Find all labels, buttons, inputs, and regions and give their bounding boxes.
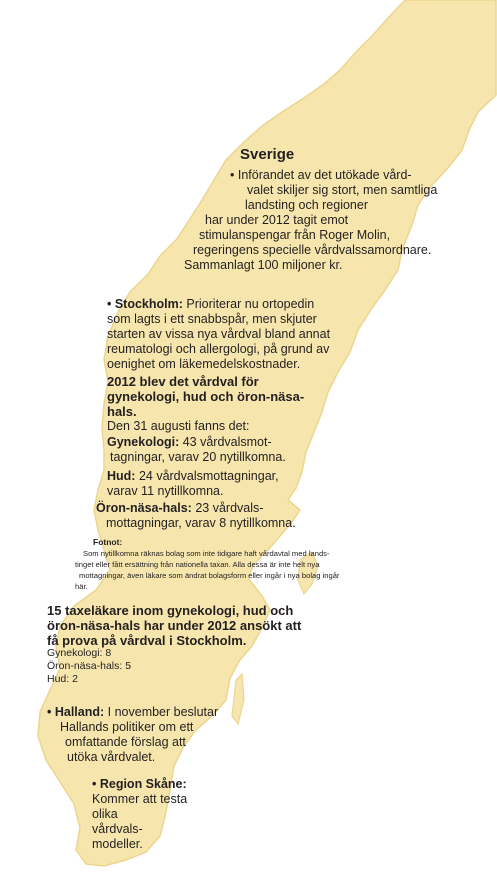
stat-line: varav 11 nytillkomna. [107, 484, 224, 498]
page-title: Sverige [240, 146, 295, 163]
onh-stat [96, 501, 296, 531]
footnote-line: tinget eller fått ersättning från nationella taxan. Alla dessa är inte helt nya [75, 560, 320, 569]
skane-line: Kommer att testa [92, 792, 188, 806]
stockholm-line: starten av vissa nya vårdval bland annat [107, 327, 331, 341]
taxe-line: få prova på vårdval i Stockholm. [47, 633, 247, 648]
gynekologi-stat [107, 435, 286, 465]
skane-section [92, 777, 212, 852]
highlight-line: gynekologi, hud och öron-näsa- [107, 389, 305, 404]
footnote-line: här. [75, 582, 88, 591]
stockholm-section [107, 297, 347, 372]
stockholm-highlight [107, 374, 304, 419]
stat-label: Hud: [107, 469, 136, 483]
stat-line: tagningar, varav 20 nytillkomna. [110, 450, 286, 464]
intro-text [168, 168, 438, 273]
stat-line: mottagningar, varav 8 nytillkomna. [106, 516, 296, 530]
stockholm-line [107, 297, 347, 312]
intro-line: regeringens specielle vårdvalssamordnare. [193, 243, 432, 257]
taxe-item: Hud: 2 [47, 673, 78, 685]
skane-heading: • Region Skåne: [92, 777, 187, 791]
taxe-line: öron-näsa-hals har under 2012 ansökt att [47, 618, 302, 633]
intro-line: valet skiljer sig stort, men samtliga [247, 183, 438, 197]
footnote-heading: Fotnot: [93, 537, 123, 547]
skane-line: modeller. [92, 837, 143, 851]
intro-line: • Införandet av det utökade vård- [230, 168, 412, 182]
stat-line [96, 501, 296, 516]
stat-value: 24 vårdvalsmottagningar, [135, 469, 279, 483]
stat-label: Gynekologi: [107, 435, 180, 449]
stat-value: 43 vårdvalsmot- [179, 435, 272, 449]
intro-line: stimulanspengar från Roger Molin, [199, 228, 391, 242]
skane-line: olika [92, 807, 118, 821]
footnote-line: mottagningar, även läkare som ändrat bolagsform eller ingår i nya bolag ingår [79, 571, 340, 580]
halland-line: omfattande förslag att [65, 735, 186, 749]
halland-line: utöka vårdvalet. [67, 750, 156, 764]
stat-label: Öron-näsa-hals: [96, 501, 192, 515]
skane-line: vårdvals- [92, 822, 143, 836]
highlight-line: hals. [107, 404, 137, 419]
stats-date: Den 31 augusti fanns det: [107, 419, 250, 433]
halland-line [47, 705, 247, 720]
intro-line: landsting och regioner [245, 198, 368, 212]
hud-stat [107, 469, 279, 499]
taxe-item: Öron-näsa-hals: 5 [47, 660, 132, 672]
halland-section [47, 705, 247, 765]
intro-line: har under 2012 tagit emot [205, 213, 349, 227]
taxe-list [47, 647, 131, 686]
intro-line: Sammanlagt 100 miljoner kr. [184, 258, 343, 272]
stockholm-text: Prioriterar nu ortopedin [182, 297, 315, 311]
stockholm-line: som lagts i ett snabbspår, men skjuter [107, 312, 317, 326]
halland-text: I november beslutar [104, 705, 219, 719]
halland-heading: • Halland: [47, 705, 105, 719]
stat-line [107, 435, 286, 450]
stockholm-line: reumatologi och allergologi, på grund av [107, 342, 330, 356]
stat-line [107, 469, 279, 484]
stockholm-heading: • Stockholm: [107, 297, 183, 311]
halland-line: Hallands politiker om ett [60, 720, 194, 734]
taxe-item: Gynekologi: 8 [47, 647, 112, 659]
stockholm-line: oenighet om läkemedelskostnader. [107, 357, 301, 371]
stat-value: 23 vårdvals- [191, 501, 264, 515]
footnote-text [75, 548, 375, 592]
taxe-heading [47, 603, 301, 648]
highlight-line: 2012 blev det vårdval för [107, 374, 259, 389]
footnote-line: Som nytillkomna räknas bolag som inte tidigare haft vårdavtal med lands- [83, 549, 330, 558]
taxe-line: 15 taxeläkare inom gynekologi, hud och [47, 603, 294, 618]
